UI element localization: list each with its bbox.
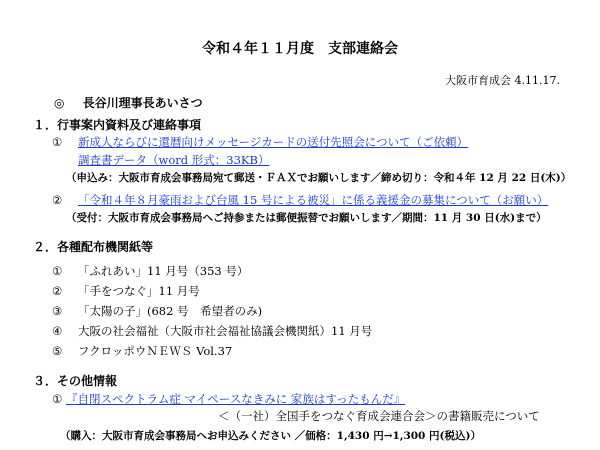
greeting-text: 長谷川理事長あいさつ bbox=[82, 96, 203, 110]
section-2-item bbox=[52, 283, 200, 299]
item-text: 「太陽の子」(682 号 希望者のみ) bbox=[78, 304, 263, 318]
section-3-item-1-sub: ＜（一社）全国手をつなぐ育成会連合会＞の書籍販売について bbox=[218, 409, 540, 423]
section-2-heading: ２．各種配布機関紙等 bbox=[33, 240, 154, 254]
disaster-donation-link[interactable]: 「令和４年８月豪雨および台風 15 号による被災」に係る義援金の募集について（お願い） bbox=[78, 193, 549, 207]
item-number: ② bbox=[52, 193, 63, 207]
double-circle-bullet: ◎ bbox=[54, 96, 65, 110]
item-text: 大阪の社会福祉（大阪市社会福祉協議会機関紙）11 月号 bbox=[78, 324, 373, 338]
section-1-heading: １．行事案内資料及び連絡事項 bbox=[33, 118, 202, 132]
section-3-heading: ３．その他情報 bbox=[33, 374, 118, 388]
section-1-item-2 bbox=[52, 192, 548, 208]
section-1-item-1-note: （申込み：大阪市育成会事務局宛て郵送・ＦＡＸでお願いします／締め切り：令和４年 12 月 22 日(木)） bbox=[66, 172, 572, 184]
section-2-item bbox=[52, 263, 248, 279]
item-number: ⑤ bbox=[52, 344, 63, 358]
section-2-item bbox=[52, 323, 372, 339]
item-number: ② bbox=[52, 284, 63, 298]
item-number: ④ bbox=[52, 324, 63, 338]
item-text: フクロッポウＮＥＷＳ Vol.37 bbox=[78, 344, 233, 358]
item-text: 「手をつなぐ」11 月号 bbox=[78, 284, 200, 298]
section-1-item-1-sub bbox=[78, 152, 269, 168]
greeting-line bbox=[54, 94, 203, 111]
survey-data-link[interactable]: 調査書データ（word 形式：33KB） bbox=[78, 153, 270, 167]
item-number: ① bbox=[52, 264, 63, 278]
item-number: ③ bbox=[52, 304, 63, 318]
page-title: 令和４年１１月度 支部連絡会 bbox=[202, 41, 398, 57]
section-1-item-1 bbox=[52, 134, 468, 150]
item-number: ① bbox=[52, 392, 63, 406]
item-text: 「ふれあい」11 月号（353 号） bbox=[78, 264, 249, 278]
section-3-item-1-note: （購入：大阪市育成会事務局へお申込みください ／価格：1,430 円→1,300 円(税込)） bbox=[60, 430, 481, 442]
organization-date: 大阪市育成会 4.11.17. bbox=[445, 74, 560, 87]
item-number: ① bbox=[52, 135, 63, 149]
section-3-item-1 bbox=[52, 391, 405, 407]
message-card-inquiry-link[interactable]: 新成人ならびに還暦向けメッセージカードの送付先照会について（ご依頼） bbox=[78, 135, 469, 149]
section-2-item bbox=[52, 303, 262, 319]
book-title-link[interactable]: 『自閉スペクトラム症 マイペースなきみに 家族はすったもんだ』 bbox=[66, 392, 406, 406]
section-2-item bbox=[52, 343, 232, 359]
section-1-item-2-note: （受付：大阪市育成会事務局へご持参または郵便振替でお願いします／期間：11 月 30 日(水)まで） bbox=[66, 212, 547, 224]
